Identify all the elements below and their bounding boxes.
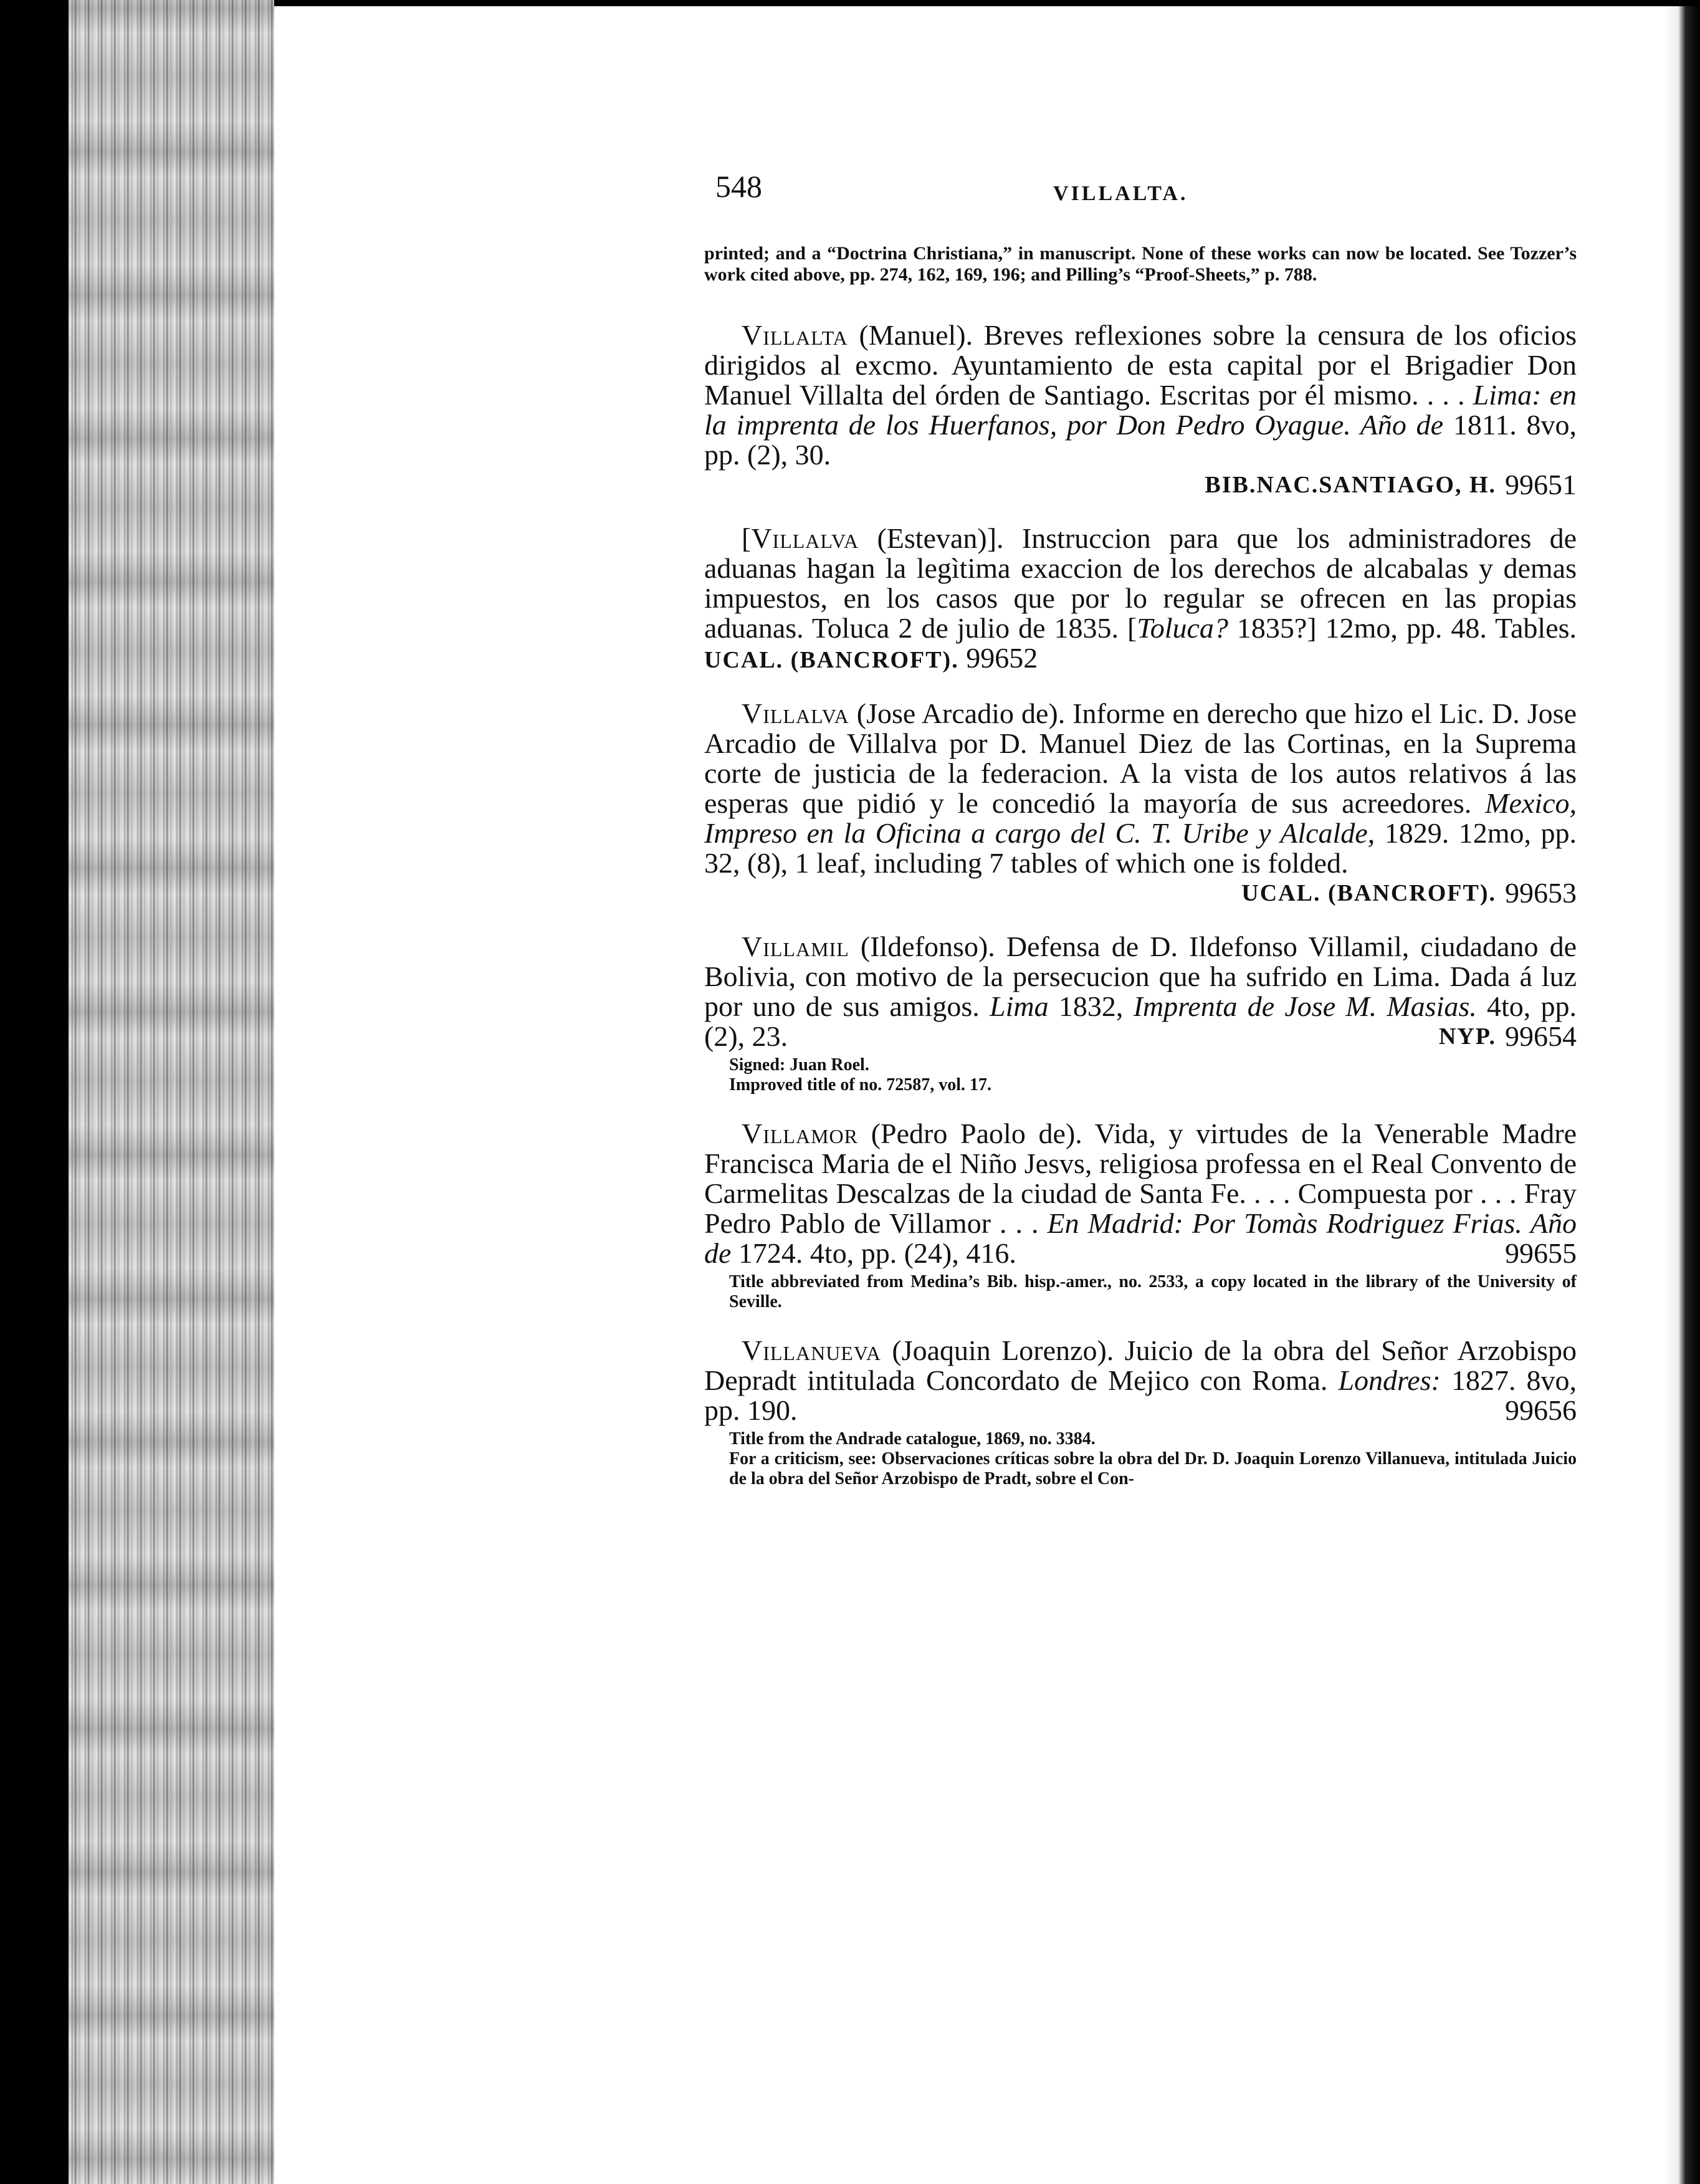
entry-99656 [704, 1336, 1577, 1489]
entry-body: (Manuel). Breves reflexiones sobre la censura de los oficios dirigidos al excmo. Ayuntamiento de esta capital por el Brigadier Don Manuel Villalta del órden de Santiago. Escritas por él mismo. . . . [704, 319, 1577, 411]
entry-imprint-printer: Imprenta de Jose M. Masias. [1133, 990, 1477, 1022]
entry-imprint: En Madrid: Por Tomàs Rodriguez Frias. Año de [704, 1207, 1577, 1269]
entry-heading: Villanueva [742, 1334, 881, 1366]
page-content [704, 168, 1577, 1489]
entry-body: (Joaquin Lorenzo). Juicio de la obra del Señor Arzobispo Depradt intitulada Concordato de Mejico con Roma. [704, 1334, 1577, 1396]
entry-body: (Jose Arcadio de). Informe en derecho que hizo el Lic. D. Jose Arcadio de Villalva por D. Manuel Diez de las Cortinas, en la Suprema corte de justicia de la federacion. A la vista de los autos relativos á las esperas que pidió y le concedió la mayoría de sus acreedores. [704, 697, 1577, 819]
entry-number: 99651 [1505, 469, 1577, 501]
entry-heading: Villalta [742, 319, 848, 351]
entry-location: NYP. [1438, 1023, 1496, 1050]
entry-location-line [704, 1396, 1577, 1425]
entry-location-line [704, 470, 1577, 500]
entry-number: 99655 [1505, 1237, 1577, 1269]
page-number: 548 [715, 169, 762, 204]
entry-imprint: Lima: en la imprenta de los Huerfanos, por Don Pedro Oyague. Año de [704, 379, 1577, 441]
page-header [704, 168, 1577, 218]
entry-note: Improved title of no. 72587, vol. 17. [729, 1075, 992, 1094]
entry-imprint: Lima [990, 990, 1049, 1022]
entry-location: UCAL. (BANCROFT). [704, 647, 959, 673]
entry-tail: 1835?] 12mo, pp. 48. Tables. [1228, 612, 1577, 644]
entry-text [704, 524, 1577, 675]
entry-text [704, 699, 1577, 878]
entry-note: Title from the Andrade catalogue, 1869, no. 3384. [729, 1429, 1096, 1449]
entry-99652 [704, 524, 1577, 675]
intro-paragraph: printed; and a “Doctrina Christiana,” in manuscript. None of these works can now be located. See Tozzer’s work cited above, pp. 274, 162, 169, 196; and Pilling’s “Proof-Sheets,” p. 788. [704, 243, 1577, 285]
entry-heading: Villalva [751, 522, 859, 554]
entry-99651 [704, 320, 1577, 500]
entry-text [704, 320, 1577, 470]
entry-note: For a criticism, see: Observaciones críticas sobre la obra del Dr. D. Joaquin Lorenzo Villanueva, intitulada Juicio de la obra del Señor Arzobispo de Pradt, sobre el Con- [729, 1449, 1577, 1488]
entry-tail: 4to, pp. (2), 23. [704, 990, 1577, 1052]
entry-note: Title abbreviated from Medina’s Bib. hisp.-amer., no. 2533, a copy located in the library of the University of Seville. [729, 1272, 1577, 1311]
entry-99653 [704, 699, 1577, 908]
entry-tail: 1829. 12mo, pp. 32, (8), 1 leaf, including 7 tables of which one is folded. [704, 817, 1577, 879]
entry-imprint: Londres: [1338, 1364, 1441, 1396]
entry-body: (Ildefonso). Defensa de D. Ildefonso Villamil, ciudadano de Bolivia, con motivo de la persecucion que ha sufrido en Lima. Dada á luz por uno de sus amigos. [704, 931, 1577, 1022]
entry-number: 99653 [1505, 877, 1577, 909]
entry-tail: 1811. 8vo, pp. (2), 30. [704, 409, 1577, 471]
entry-imprint-year: 1832, [1048, 990, 1134, 1022]
entry-location-line [704, 878, 1577, 908]
entry-heading: Villamor [742, 1118, 858, 1149]
entry-body: (Estevan)]. Instruccion para que los administradores de aduanas hagan la legìtima exaccion de los derechos de alcabalas y demas impuestos, en los casos que por lo regular se ofrecen en las propias aduanas. Toluca 2 de julio de 1835. [ [704, 522, 1577, 644]
book-page-edges [69, 0, 274, 2184]
entry-note: Signed: Juan Roel. [729, 1055, 869, 1075]
entry-location: UCAL. (BANCROFT). [1241, 880, 1496, 906]
entry-number: 99654 [1505, 1020, 1577, 1052]
entry-99654 [704, 932, 1577, 1095]
entry-tail: 1724. 4to, pp. (24), 416. [731, 1237, 1016, 1269]
entry-number: 99656 [1505, 1394, 1577, 1426]
entry-imprint: Mexico, Impreso en la Oficina a cargo del C. T. Uribe y Alcalde, [704, 787, 1577, 849]
entry-location: BIB.NAC.SANTIAGO, H. [1205, 472, 1496, 498]
running-head: VILLALTA. [1053, 182, 1188, 205]
entry-heading: Villamil [742, 931, 849, 962]
entry-tail: 1827. 8vo, pp. 190. [704, 1364, 1577, 1426]
entry-location-line [704, 1022, 1577, 1051]
entry-imprint: Toluca? [1137, 612, 1228, 644]
entry-body: (Pedro Paolo de). Vida, y virtudes de la Venerable Madre Francisca Maria de el Niño Jesvs, religiosa professa en el Real Convento de Carmelitas Descalzas de la ciudad de Santa Fe. . . . Compuesta por . . . Fray Pedro Pablo de Villamor . . . [704, 1118, 1577, 1239]
entry-99655 [704, 1119, 1577, 1312]
page-right-edge [1664, 6, 1700, 2184]
entry-heading-prefix: [ [742, 522, 752, 554]
entry-number: 99652 [966, 642, 1038, 674]
entry-heading: Villalva [742, 697, 849, 729]
